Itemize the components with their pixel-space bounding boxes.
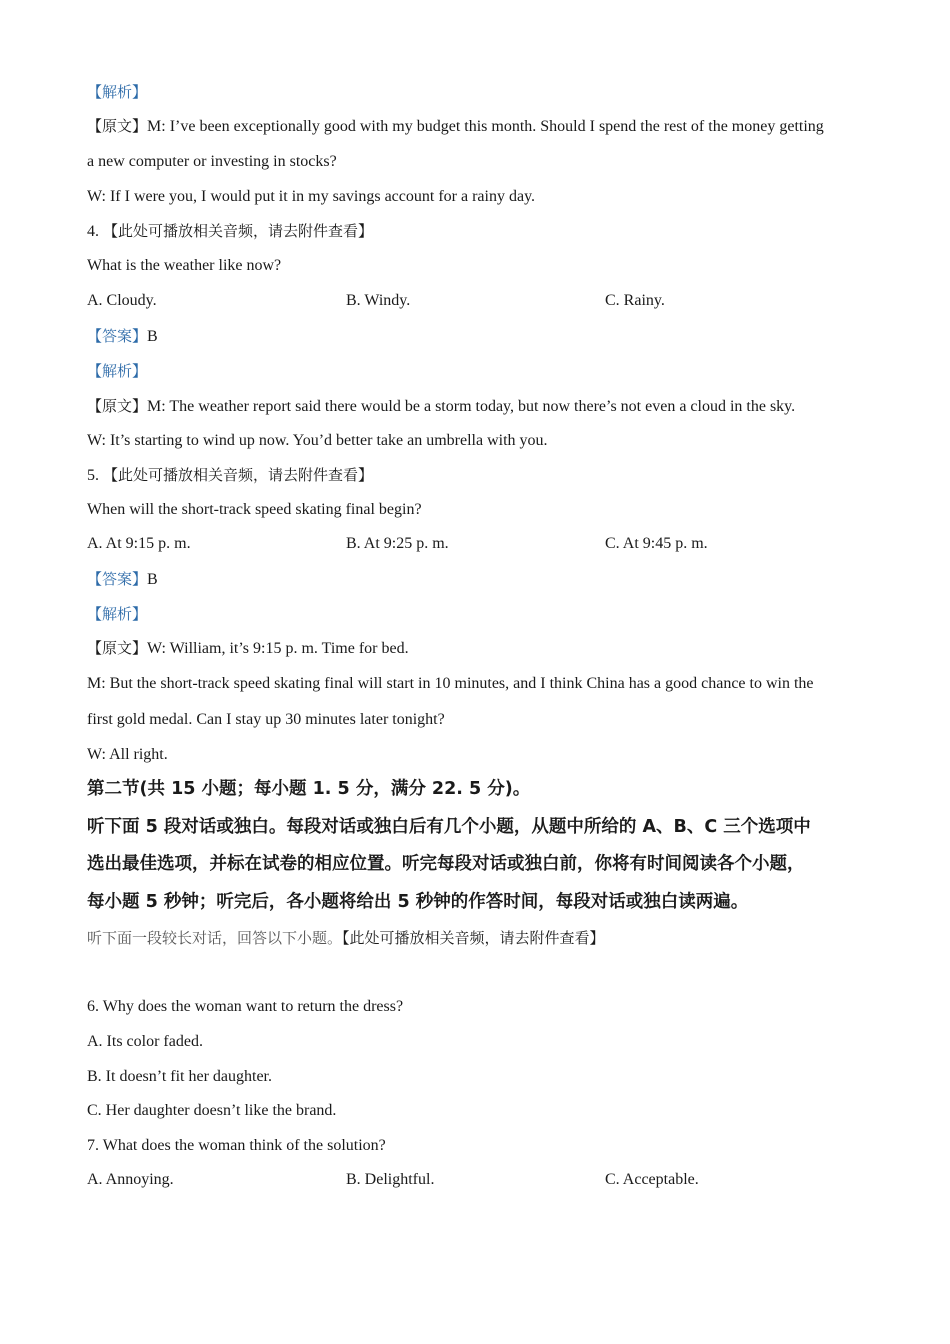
q5-option-b: B. At 9:25 p. m. (346, 535, 449, 552)
q5-transcript-m: M: But the short-track speed skating final will start in 10 minutes, and I think China has a good chance to win the (87, 675, 814, 692)
q5-transcript-w1: 【原文】W: William, it’s 9:15 p. m. Time for bed. (87, 639, 409, 657)
q4-transcript-w: W: It’s starting to wind up now. You’d better take an umbrella with you. (87, 432, 548, 449)
audio-note: 【此处可播放相关音频，请去附件查看】 (103, 222, 374, 240)
q6-option-c: C. Her daughter doesn’t like the brand. (87, 1102, 337, 1119)
q5-option-c: C. At 9:45 p. m. (605, 535, 708, 552)
answer-tag: 【答案】 (87, 570, 148, 588)
section2-instruction-line1: 听下面 5 段对话或独白。每段对话或独白后有几个小题，从题中所给的 A、B、C 三个选项中 (87, 817, 811, 837)
q4-transcript-m: 【原文】M: The weather report said there would be a storm today, but now there’s not even a cloud in the sky. (87, 397, 796, 415)
long-dialogue-note: 听下面一段较长对话，回答以下小题。【此处可播放相关音频，请去附件查看】 (87, 929, 605, 947)
analysis-tag: 【解析】 (87, 605, 148, 623)
q6-option-b: B. It doesn’t fit her daughter. (87, 1068, 272, 1085)
q3-transcript-m: 【原文】M: I’ve been exceptionally good with my budget this month. Should I spend the rest of the money getting (87, 117, 824, 135)
q4-option-c: C. Rainy. (605, 292, 665, 309)
transcript-label: 【原文】 (87, 117, 148, 135)
q5-option-a: A. At 9:15 p. m. (87, 535, 191, 552)
section2-instruction-line2: 选出最佳选项，并标在试卷的相应位置。听完每段对话或独白前，你将有时间阅读各个小题， (87, 854, 805, 874)
q7-option-c: C. Acceptable. (605, 1171, 699, 1188)
q6-question: 6. Why does the woman want to return the dress? (87, 998, 404, 1015)
transcript-label: 【原文】 (87, 397, 148, 415)
q5-question: When will the short-track speed skating final begin? (87, 501, 422, 518)
q7-option-b: B. Delightful. (346, 1171, 435, 1188)
q4-question: What is the weather like now? (87, 257, 282, 274)
section2-title: 第二节(共 15 小题；每小题 1. 5 分，满分 22. 5 分)。 (87, 779, 531, 799)
q5-transcript-w2: W: All right. (87, 746, 168, 763)
q5-transcript-m-cont: first gold medal. Can I stay up 30 minutes later tonight? (87, 711, 445, 728)
q7-option-a: A. Annoying. (87, 1171, 174, 1188)
q4-answer: 【答案】B (87, 327, 158, 345)
q3-transcript-m-cont: a new computer or investing in stocks? (87, 153, 337, 170)
q6-option-a: A. Its color faded. (87, 1033, 203, 1050)
answer-tag: 【答案】 (87, 327, 148, 345)
q5-answer: 【答案】B (87, 570, 158, 588)
q5-header: 5. 【此处可播放相关音频，请去附件查看】 (87, 466, 374, 484)
analysis-tag: 【解析】 (87, 362, 148, 380)
q3-transcript-w: W: If I were you, I would put it in my savings account for a rainy day. (87, 188, 536, 205)
audio-note: 【此处可播放相关音频，请去附件查看】 (103, 466, 374, 484)
transcript-label: 【原文】 (87, 639, 148, 657)
section2-instruction-line3: 每小题 5 秒钟；听完后，各小题将给出 5 秒钟的作答时间，每段对话或独白读两遍。 (87, 892, 749, 912)
q7-question: 7. What does the woman think of the solution? (87, 1137, 386, 1154)
q4-option-a: A. Cloudy. (87, 292, 157, 309)
q4-header: 4. 【此处可播放相关音频，请去附件查看】 (87, 222, 374, 240)
audio-note: 【此处可播放相关音频，请去附件查看】 (342, 929, 605, 947)
q4-option-b: B. Windy. (346, 292, 411, 309)
analysis-tag: 【解析】 (87, 83, 148, 101)
